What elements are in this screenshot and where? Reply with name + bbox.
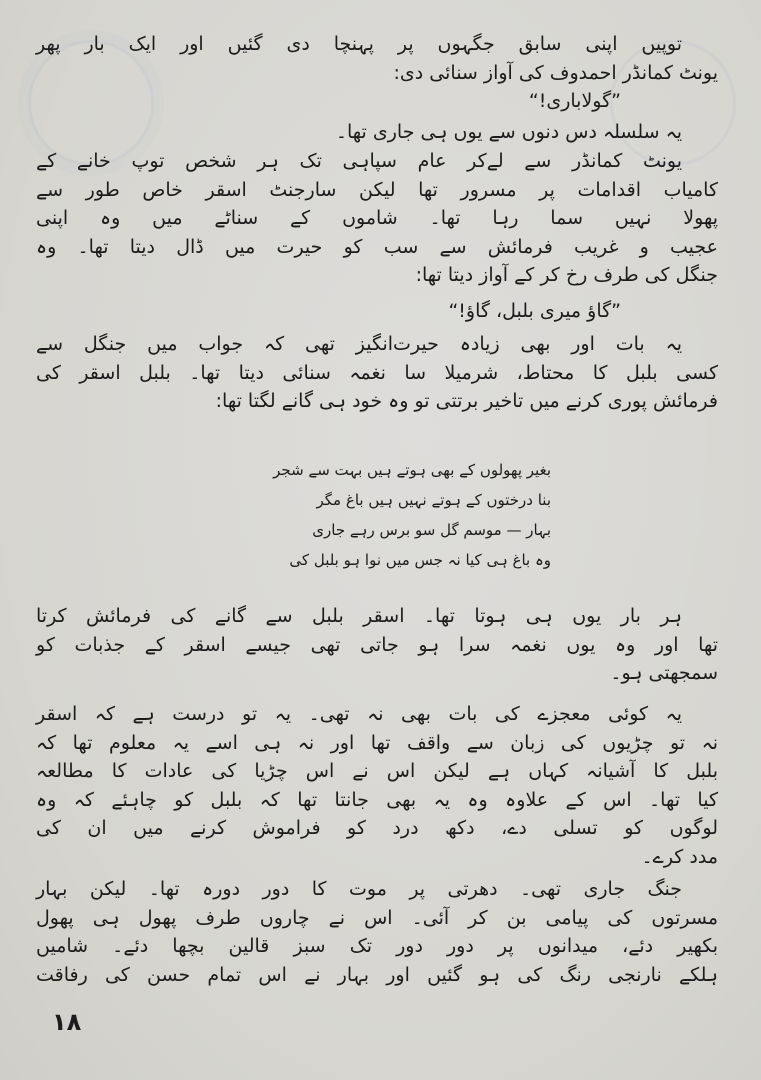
text-line: مسرتوں کی پیامی بن کر آئی۔ اس نے چاروں طرف پھول ہی پھول bbox=[36, 906, 718, 929]
quote-golabari: ”گولاباری!“ bbox=[528, 90, 621, 112]
text-line: سمجھتی ہو۔ bbox=[610, 662, 718, 684]
text-line: کامیاب اقدامات پر مسرور تھا لیکن سارجنٹ اسقر خاص طور سے bbox=[36, 178, 718, 201]
poem-verse: بہار — موسم گل سو برس رہے جاری bbox=[312, 521, 551, 539]
paragraph-3 bbox=[36, 147, 718, 290]
text-line: یہ سلسلہ دس دنوں سے یوں ہی جاری تھا۔ bbox=[335, 121, 682, 143]
poem-verse: بغیر پھولوں کے بھی ہوتے ہیں بہت سے شجر bbox=[273, 461, 551, 479]
text-line: فرمائش پوری کرنے میں تاخیر برتتی تو وہ خود ہی گانے لگتا تھا: bbox=[215, 390, 718, 412]
paragraph-5 bbox=[36, 602, 718, 688]
text-line: یونٹ کمانڈر احمدوف کی آواز سنائی دی: bbox=[393, 61, 718, 84]
paragraph-1 bbox=[36, 30, 718, 87]
page-number: ۱۸ bbox=[52, 1008, 82, 1036]
paragraph-2 bbox=[36, 118, 718, 147]
poem-verse: بنا درختوں کے ہوتے نہیں ہیں باغ مگر bbox=[316, 491, 551, 509]
text-line: بکھیر دئے، میدانوں پر دور دور تک سبز قالین بچھا دئے۔ شامیں bbox=[36, 935, 718, 957]
text-line: ہر بار یوں ہی ہوتا تھا۔ اسقر بلبل سے گانے کی فرمائش کرتا bbox=[36, 605, 682, 627]
text-line: یہ کوئی معجزے کی بات بھی نہ تھی۔ یہ تو درست ہے کہ اسقر bbox=[36, 703, 682, 725]
poem-verse: وہ باغ ہی کیا نہ جس میں نوا ہو بلبل کی bbox=[289, 551, 551, 569]
text-line: توپیں اپنی سابق جگہوں پر پہنچا دی گئیں اور ایک بار پھر bbox=[36, 33, 682, 55]
poem-block bbox=[273, 455, 551, 575]
text-line: عجیب و غریب فرمائش سے سب کو حیرت میں ڈال دیتا تھا۔ وہ bbox=[36, 235, 718, 258]
quote-gao: ”گاؤ میری بلبل، گاؤ!“ bbox=[448, 300, 621, 322]
text-line: ہلکے نارنجی رنگ کی ہو گئیں اور بہار نے اس تمام حسن کی رفاقت bbox=[36, 963, 718, 986]
text-line: بلبل کا آشیانہ کہاں ہے لیکن اس نے اس چڑیا کی عادات کا مطالعہ bbox=[36, 760, 718, 782]
paragraph-7 bbox=[36, 875, 718, 989]
text-line: کیا تھا۔ اس کے علاوہ وہ یہ بھی جانتا تھا کہ بلبل کو چاہئے کہ وہ bbox=[36, 788, 718, 811]
text-line: مدد کرے۔ bbox=[641, 845, 718, 868]
text-line: یہ بات اور بھی زیادہ حیرت‌انگیز تھی کہ جواب میں جنگل سے bbox=[36, 333, 682, 355]
text-line: یونٹ کمانڈر سے لےکر عام سپاہی تک ہر شخص توپ خانے کے bbox=[36, 150, 682, 172]
text-line: پھولا نہیں سما رہا تھا۔ شاموں کے سناٹے میں وہ اپنی bbox=[36, 207, 718, 229]
text-line: لوگوں کو تسلی دے، دکھ درد کو فراموش کرنے میں ان کی bbox=[36, 817, 718, 839]
text-line: تھا اور وہ یوں نغمہ سرا ہو جاتی تھی جیسے اسقر کے جذبات کو bbox=[36, 633, 718, 656]
text-line: نہ تو چڑیوں کی زبان سے واقف تھا اور نہ ہی اسے یہ معلوم تھا کہ bbox=[36, 731, 718, 754]
text-line: جنگل کی طرف رخ کر کے آواز دیتا تھا: bbox=[415, 264, 718, 286]
text-line: کسی بلبل کا محتاط، شرمیلا سا نغمہ سنائی دیتا تھا۔ بلبل اسقر کی bbox=[36, 361, 718, 384]
paragraph-6 bbox=[36, 700, 718, 871]
text-line: جنگ جاری تھی۔ دھرتی پر موت کا دور دورہ تھا۔ لیکن بہار bbox=[36, 878, 682, 900]
paragraph-4 bbox=[36, 330, 718, 416]
